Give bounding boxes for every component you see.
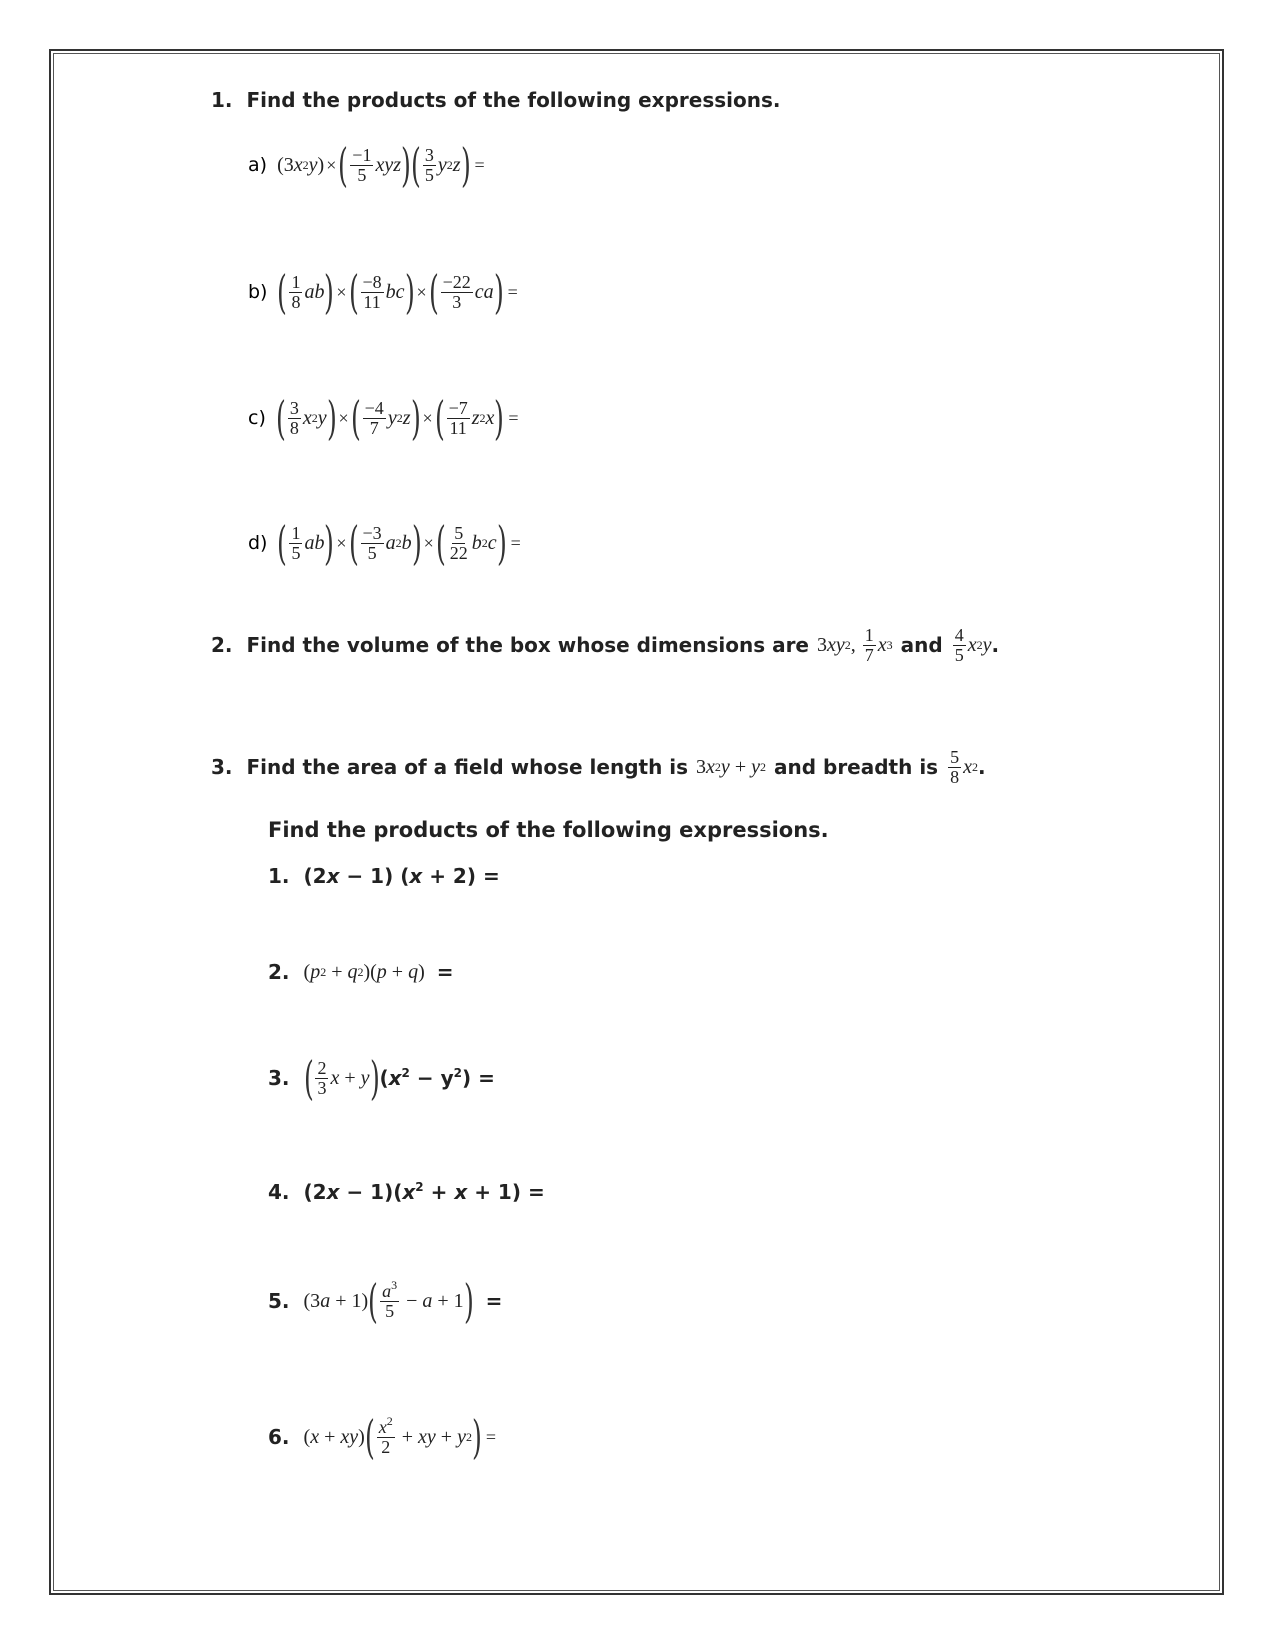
period: . [991,633,1000,657]
math-expression: $(2x - 1)(x^2 + x + 1)$ = [303,1180,545,1204]
question-2 [211,620,999,670]
section-2-heading: Find the products of the following expressions. [268,818,829,842]
part-label: d) [248,532,268,554]
item-number: 4. [268,1180,290,1204]
expression-1c [248,388,519,448]
question-text: Find the volume of the box whose dimensions are [246,633,809,657]
and-word: and [900,633,943,657]
dimension-2: $\frac{1}{7}$ x 3 [864,624,893,665]
product-item-4 [268,1180,545,1204]
item-number: 5. [268,1289,290,1313]
question-text: Find the products of the following expressions. [246,88,781,112]
question-number: 1. [211,88,233,112]
item-number: 2. [268,960,290,984]
math-expression: ( $\frac{3}{8}$ x 2 y ) × ( $\frac{-4}{7}$ y 2 z ) × ( $\frac{-7}{11}$ z 2 x ) = [275,391,519,445]
expression-1a [248,135,485,195]
math-expression: ( $\frac{1}{8}$ ab ) × ( $\frac{-8}{11}$ bc ) × ( $\frac{-22}{3}$ ca ) = [277,265,518,319]
field-length: 3 x 2 y + y 2 [696,755,766,778]
product-item-2: 2. ( p 2 + q 2 )( p + q ) = [268,960,454,984]
product-item-1 [268,864,500,888]
question-number: 2. [211,633,233,657]
question-3 [211,742,986,792]
part-label: a) [248,154,268,176]
item-number: 1. [268,864,290,888]
item-number: 3. [268,1066,290,1090]
product-item-3 [268,1048,495,1108]
dimension-3: $\frac{4}{5}$ x 2 y [954,624,992,665]
part-label: c) [248,407,266,429]
expression-1b [248,262,518,322]
question-number: 3. [211,755,233,779]
product-item-6 [268,1406,496,1468]
field-breadth: $\frac{5}{8}$ x 2 [950,746,978,787]
and-breadth-words: and breadth is [773,755,939,779]
math-expression-part: ( $\frac{2}{3}$ x + y ) [303,1051,380,1105]
math-expression: (3 x 2 y ) × ( $\frac{-1}{5}$ xyz ) ( $\frac{3}{5}$ y 2 z ) = [277,138,485,192]
period: . [977,755,986,779]
part-label: b) [248,281,268,303]
math-expression: (2x − 1) (x + 2) = [303,864,500,888]
question-1-heading [211,88,780,112]
expression-1d [248,513,521,573]
math-expression: ( $\frac{1}{5}$ ab ) × ( $\frac{-3}{5}$ a 2 b ) × ( $\frac{5}{22}$ b 2 c ) = [277,516,521,570]
question-text: Find the area of a field whose length is [246,755,689,779]
dimension-1: 3 xy 2 , [817,633,861,656]
item-number: 6. [268,1425,290,1449]
math-expression: ( p 2 + q 2 )( p + q ) [303,960,425,983]
math-expression: (3 a + 1) ( $\frac{a^3}{5}$ − a + 1 ) [303,1274,474,1328]
math-expression: ( x + xy ) ( $\frac{x^2}{2}$ + xy + y 2 ) = [303,1410,497,1464]
product-item-5: 5. (3 a + 1) ( $\frac{a^3}{5}$ − a + 1 ) = [268,1274,503,1328]
math-expression-tail: $(x^2 - y^2)$ = [379,1066,495,1090]
